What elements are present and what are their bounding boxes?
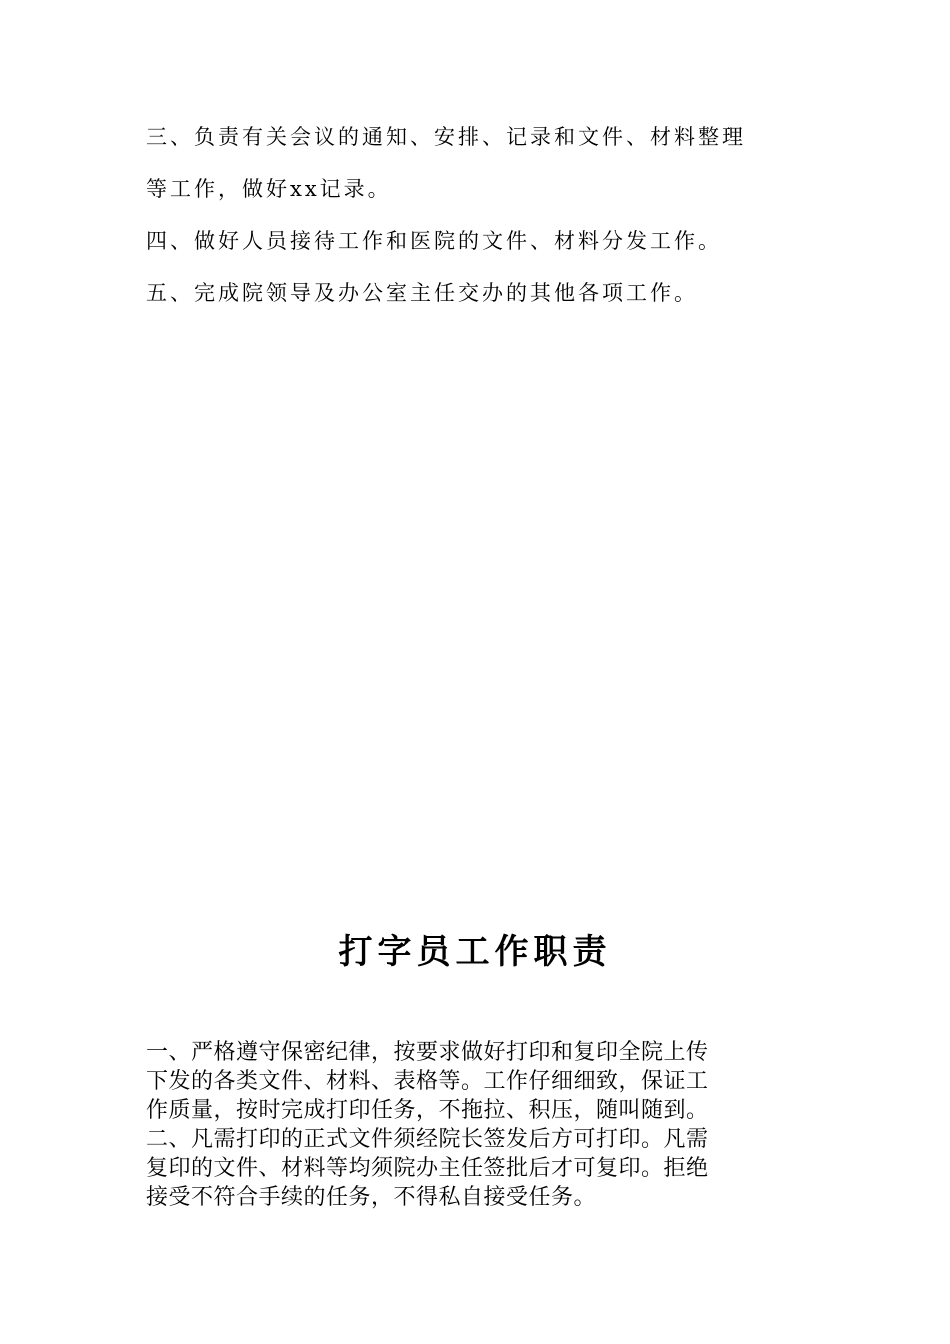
body-line: 一、严格遵守保密纪律，按要求做好打印和复印全院上传 <box>146 1040 709 1065</box>
body-line: 下发的各类文件、材料、表格等。工作仔细细致，保证工 <box>146 1069 709 1094</box>
duty-item-4: 四、做好人员接待工作和医院的文件、材料分发工作。 <box>146 229 722 253</box>
body-line: 复印的文件、材料等均须院办主任签批后才可复印。拒绝 <box>146 1156 709 1181</box>
body-line: 接受不符合手续的任务，不得私自接受任务。 <box>146 1185 597 1210</box>
section-title: 打字员工作职责 <box>338 932 612 972</box>
duty-item-3-line-2: 等工作，做好xx记录。 <box>146 177 392 201</box>
body-line: 二、凡需打印的正式文件须经院长签发后方可打印。凡需 <box>146 1127 709 1152</box>
body-line: 作质量，按时完成打印任务，不拖拉、积压，随叫随到。 <box>146 1098 709 1123</box>
typist-duties-body <box>146 1038 806 1212</box>
duty-item-3-line-1: 三、负责有关会议的通知、安排、记录和文件、材料整理 <box>146 125 746 149</box>
duty-item-5: 五、完成院领导及办公室主任交办的其他各项工作。 <box>146 281 698 305</box>
